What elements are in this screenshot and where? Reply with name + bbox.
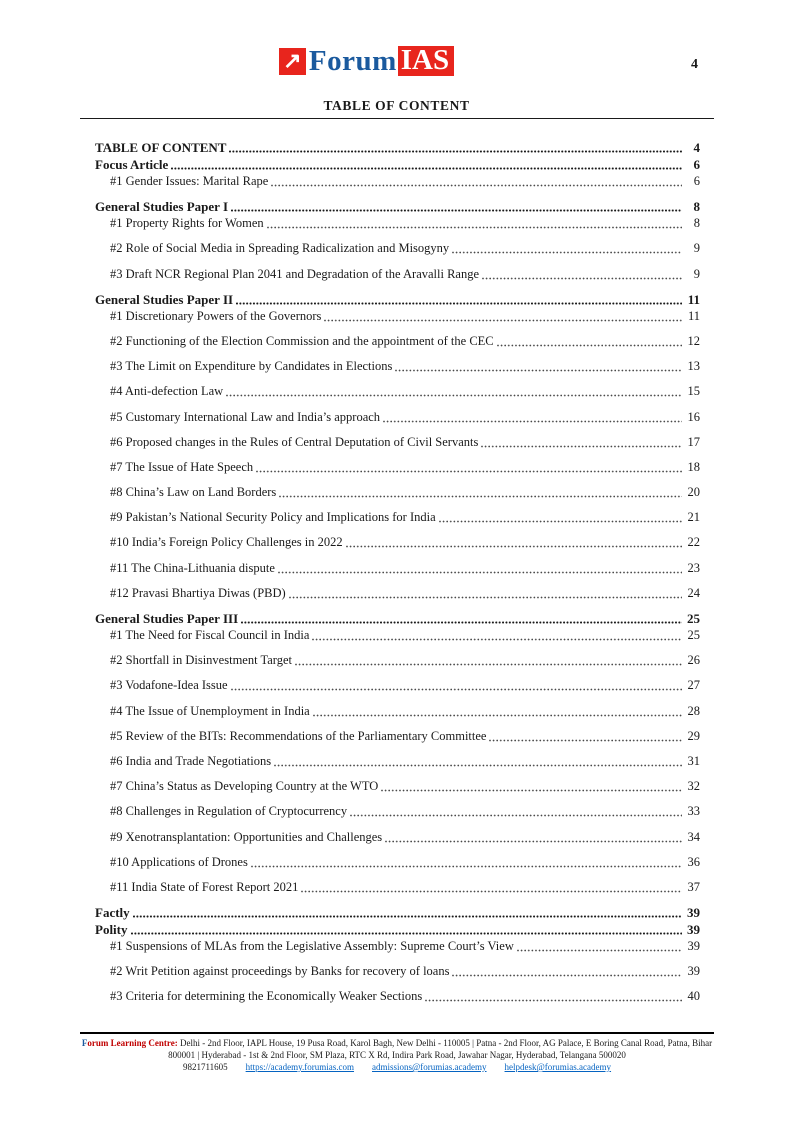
toc-entry-label: #12 Pravasi Bhartiya Diwas (PBD) [110, 585, 286, 600]
page-title: TABLE OF CONTENT [323, 98, 470, 113]
toc-entry-page: 37 [687, 879, 700, 894]
toc-entry-label: #2 Functioning of the Election Commission and the appointment of the CEC [110, 333, 494, 348]
toc-entry-page: 25 [687, 611, 700, 626]
dot-leader [481, 444, 682, 448]
toc-entry[interactable] [95, 459, 700, 476]
toc-entry-label: #6 Proposed changes in the Rules of Central Deputation of Civil Servants [110, 434, 479, 449]
toc-entry-label: Factly [95, 905, 130, 921]
toc-entry-page: 29 [687, 728, 700, 743]
dot-leader [171, 166, 682, 170]
dot-leader [295, 662, 682, 666]
forumias-logo [0, 46, 763, 76]
toc-entry-page: 18 [687, 459, 700, 474]
dot-leader [131, 931, 683, 935]
toc-entry-page: 9 [693, 266, 700, 281]
toc-entry-page: 21 [687, 510, 700, 525]
toc-entry[interactable] [95, 938, 700, 955]
toc-entry-page: 31 [687, 753, 700, 768]
toc-entry[interactable] [95, 333, 700, 350]
toc-entry-label: #2 Writ Petition against proceedings by Banks for recovery of loans [110, 964, 450, 979]
toc-entry[interactable] [95, 383, 700, 400]
dot-leader [236, 301, 682, 305]
toc-entry-page: 34 [687, 829, 700, 844]
dot-leader [279, 494, 682, 498]
toc-entry[interactable] [95, 509, 700, 526]
dot-leader [231, 208, 682, 212]
toc-entry-label: #4 The Issue of Unemployment in India [110, 703, 310, 718]
dot-leader [231, 687, 682, 691]
dot-leader [381, 788, 682, 792]
dot-leader [497, 343, 682, 347]
toc-entry[interactable] [95, 198, 700, 215]
toc-entry[interactable] [95, 879, 700, 896]
footer-address-text: Delhi - 2nd Floor, IAPL House, 19 Pusa Road, Karol Bagh, New Delhi - 110005 | Patna - 2nd Floor, AG Palace, E Boring Canal Road, Patna, Bihar 800001 | Hyderabad - 1st & 2nd Floor, SM Plaza, RTC X Rd, Indira Park Road, Jawahar Nagar, Hyderabad, Telangana 500020 [168, 1038, 713, 1060]
toc-entry-label: #1 Property Rights for Women [110, 216, 264, 231]
toc-entry-page: 39 [687, 964, 700, 979]
toc-entry-page: 17 [687, 434, 700, 449]
toc-entry-page: 33 [687, 804, 700, 819]
toc-entry-label: #3 The Limit on Expenditure by Candidates in Elections [110, 359, 393, 374]
toc-entry-label: #5 Review of the BITs: Recommendations of the Parliamentary Committee [110, 728, 487, 743]
dot-leader [271, 183, 682, 187]
toc-entry-page: 39 [687, 905, 700, 921]
toc-entry-page: 39 [687, 939, 700, 954]
toc-entry-label: #8 Challenges in Regulation of Cryptocurrency [110, 804, 348, 819]
toc-entry[interactable] [95, 215, 700, 232]
dot-leader [489, 738, 682, 742]
toc-entry-page: 9 [693, 241, 700, 256]
footer [80, 1032, 714, 1074]
dot-leader [267, 225, 682, 229]
footer-centre-label-initial: F [81, 1038, 88, 1048]
toc-entry[interactable] [95, 534, 700, 551]
dot-leader [350, 813, 682, 817]
dot-leader [226, 393, 682, 397]
toc-entry-label: #9 Pakistan’s National Security Policy and Implications for India [110, 510, 436, 525]
toc-entry-label: #8 China’s Law on Land Borders [110, 485, 277, 500]
dot-leader [425, 998, 682, 1002]
toc-entry[interactable] [95, 627, 700, 644]
footer-centre-label: orum Learning Centre: [87, 1038, 178, 1048]
dot-leader [312, 637, 682, 641]
toc-entry-page: 39 [687, 922, 700, 938]
page-number: 4 [691, 57, 698, 72]
toc-entry[interactable] [95, 778, 700, 795]
toc-entry-page: 13 [687, 359, 700, 374]
arrow-up-right-icon: ↗ [279, 48, 306, 75]
footer-address [80, 1038, 714, 1061]
toc-entry-label: #3 Draft NCR Regional Plan 2041 and Degradation of the Aravalli Range [110, 266, 480, 281]
toc-entry-page: 11 [687, 308, 700, 323]
dot-leader [383, 419, 682, 423]
dot-leader [324, 318, 682, 322]
toc-entry[interactable] [95, 585, 700, 602]
toc-entry[interactable] [95, 904, 700, 921]
toc-entry-label: #7 The Issue of Hate Speech [110, 459, 254, 474]
toc-entry[interactable] [95, 854, 700, 871]
dot-leader [278, 570, 682, 574]
toc-entry[interactable] [95, 988, 700, 1005]
dot-leader [229, 149, 682, 153]
toc-entry-label: #1 Gender Issues: Marital Rape [110, 174, 269, 188]
toc-entry-page: 25 [687, 628, 700, 642]
dot-leader [301, 889, 682, 893]
toc-entry-page: 20 [687, 485, 700, 500]
toc-entry-page: 6 [693, 174, 700, 188]
toc-entry[interactable] [95, 610, 700, 627]
toc-entry[interactable] [95, 434, 700, 451]
toc-entry-page: 11 [687, 291, 700, 307]
toc-entry-label: #4 Anti-defection Law [110, 384, 224, 399]
toc-entry[interactable] [95, 358, 700, 375]
toc-entry[interactable] [95, 703, 700, 720]
dot-leader [241, 620, 682, 624]
title-divider [80, 118, 714, 119]
toc-entry-page: 15 [687, 384, 700, 399]
toc-entry-label: #10 Applications of Drones [110, 854, 248, 869]
toc-entry-label: #10 India’s Foreign Policy Challenges in 2022 [110, 535, 343, 550]
toc-entry[interactable] [95, 963, 700, 980]
dot-leader [251, 864, 682, 868]
toc-entry[interactable] [95, 173, 700, 190]
toc-entry-label: General Studies Paper II [95, 291, 234, 307]
toc-entry-label: General Studies Paper I [95, 199, 229, 215]
toc-entry-label: #11 The China-Lithuania dispute [110, 560, 275, 575]
dot-leader [385, 839, 682, 843]
toc-entry-label: Focus Article [95, 157, 169, 172]
toc-entry-page: 36 [687, 854, 700, 869]
toc-entry[interactable] [95, 156, 700, 173]
dot-leader [289, 595, 682, 599]
dot-leader [517, 948, 682, 952]
footer-link[interactable]: admissions@forumias.academy [372, 1062, 487, 1072]
toc-entry[interactable] [95, 240, 700, 257]
toc-entry[interactable] [95, 652, 700, 669]
toc-entry-label: #3 Vodafone-Idea Issue [110, 678, 228, 693]
toc-entry-label: #7 China’s Status as Developing Country at the WTO [110, 779, 379, 794]
toc-entry-page: 40 [687, 989, 700, 1004]
toc-entry[interactable] [95, 308, 700, 325]
toc-entry-page: 16 [687, 409, 700, 424]
toc-entry-page: 32 [687, 779, 700, 794]
toc-entry-page: 8 [693, 216, 700, 231]
toc-entry-page: 26 [687, 653, 700, 668]
toc-entry-page: 22 [687, 535, 700, 550]
toc-entry[interactable] [95, 803, 700, 820]
dot-leader [256, 469, 682, 473]
toc-entry-page: 6 [693, 157, 700, 172]
toc-entry[interactable] [95, 291, 700, 308]
dot-leader [346, 544, 682, 548]
toc-entry[interactable] [95, 677, 700, 694]
toc-entry-page: 27 [687, 678, 700, 693]
toc-entry-label: #3 Criteria for determining the Economically Weaker Sections [110, 989, 423, 1004]
dot-leader [482, 276, 682, 280]
dot-leader [439, 519, 682, 523]
toc-list [95, 139, 700, 1014]
toc-entry-label: Polity [95, 922, 128, 938]
dot-leader [274, 763, 682, 767]
toc-entry[interactable] [95, 753, 700, 770]
toc-entry-page: 12 [687, 333, 700, 348]
toc-entry-label: TABLE OF CONTENT [95, 140, 227, 155]
toc-entry[interactable] [95, 921, 700, 938]
toc-entry-label: #6 India and Trade Negotiations [110, 753, 272, 768]
toc-entry-label: #5 Customary International Law and India’s approach [110, 409, 381, 424]
toc-entry-label: #1 Discretionary Powers of the Governors [110, 308, 322, 323]
toc-entry-label: #11 India State of Forest Report 2021 [110, 879, 299, 894]
dot-leader [133, 914, 682, 918]
dot-leader [395, 368, 682, 372]
toc-entry[interactable] [95, 409, 700, 426]
toc-entry-page: 24 [687, 585, 700, 600]
toc-entry[interactable] [95, 484, 700, 501]
logo-text-ias: IAS [398, 46, 454, 76]
toc-entry[interactable] [95, 266, 700, 283]
dot-leader [313, 713, 682, 717]
footer-link[interactable]: helpdesk@forumias.academy [504, 1062, 612, 1072]
toc-entry-page: 4 [693, 140, 700, 155]
toc-entry-label: #1 Suspensions of MLAs from the Legislative Assembly: Supreme Court’s View [110, 939, 514, 954]
footer-phone: 9821711605 [182, 1062, 228, 1072]
toc-entry[interactable] [95, 139, 700, 156]
footer-link[interactable]: https://academy.forumias.com [245, 1062, 355, 1072]
logo-text-forum: Forum [308, 44, 397, 77]
dot-leader [452, 973, 682, 977]
dot-leader [452, 250, 682, 254]
toc-entry-label: #1 The Need for Fiscal Council in India [110, 628, 310, 642]
toc-entry-page: 23 [687, 560, 700, 575]
toc-entry[interactable] [95, 728, 700, 745]
toc-entry-label: General Studies Paper III [95, 611, 239, 626]
toc-entry-label: #9 Xenotransplantation: Opportunities and Challenges [110, 829, 383, 844]
toc-entry[interactable] [95, 560, 700, 577]
toc-entry-page: 28 [687, 703, 700, 718]
toc-entry-label: #2 Role of Social Media in Spreading Radicalization and Misogyny [110, 241, 450, 256]
toc-entry-label: #2 Shortfall in Disinvestment Target [110, 653, 292, 668]
toc-entry[interactable] [95, 829, 700, 846]
footer-contact-line [80, 1062, 714, 1074]
toc-entry-page: 8 [693, 199, 700, 215]
